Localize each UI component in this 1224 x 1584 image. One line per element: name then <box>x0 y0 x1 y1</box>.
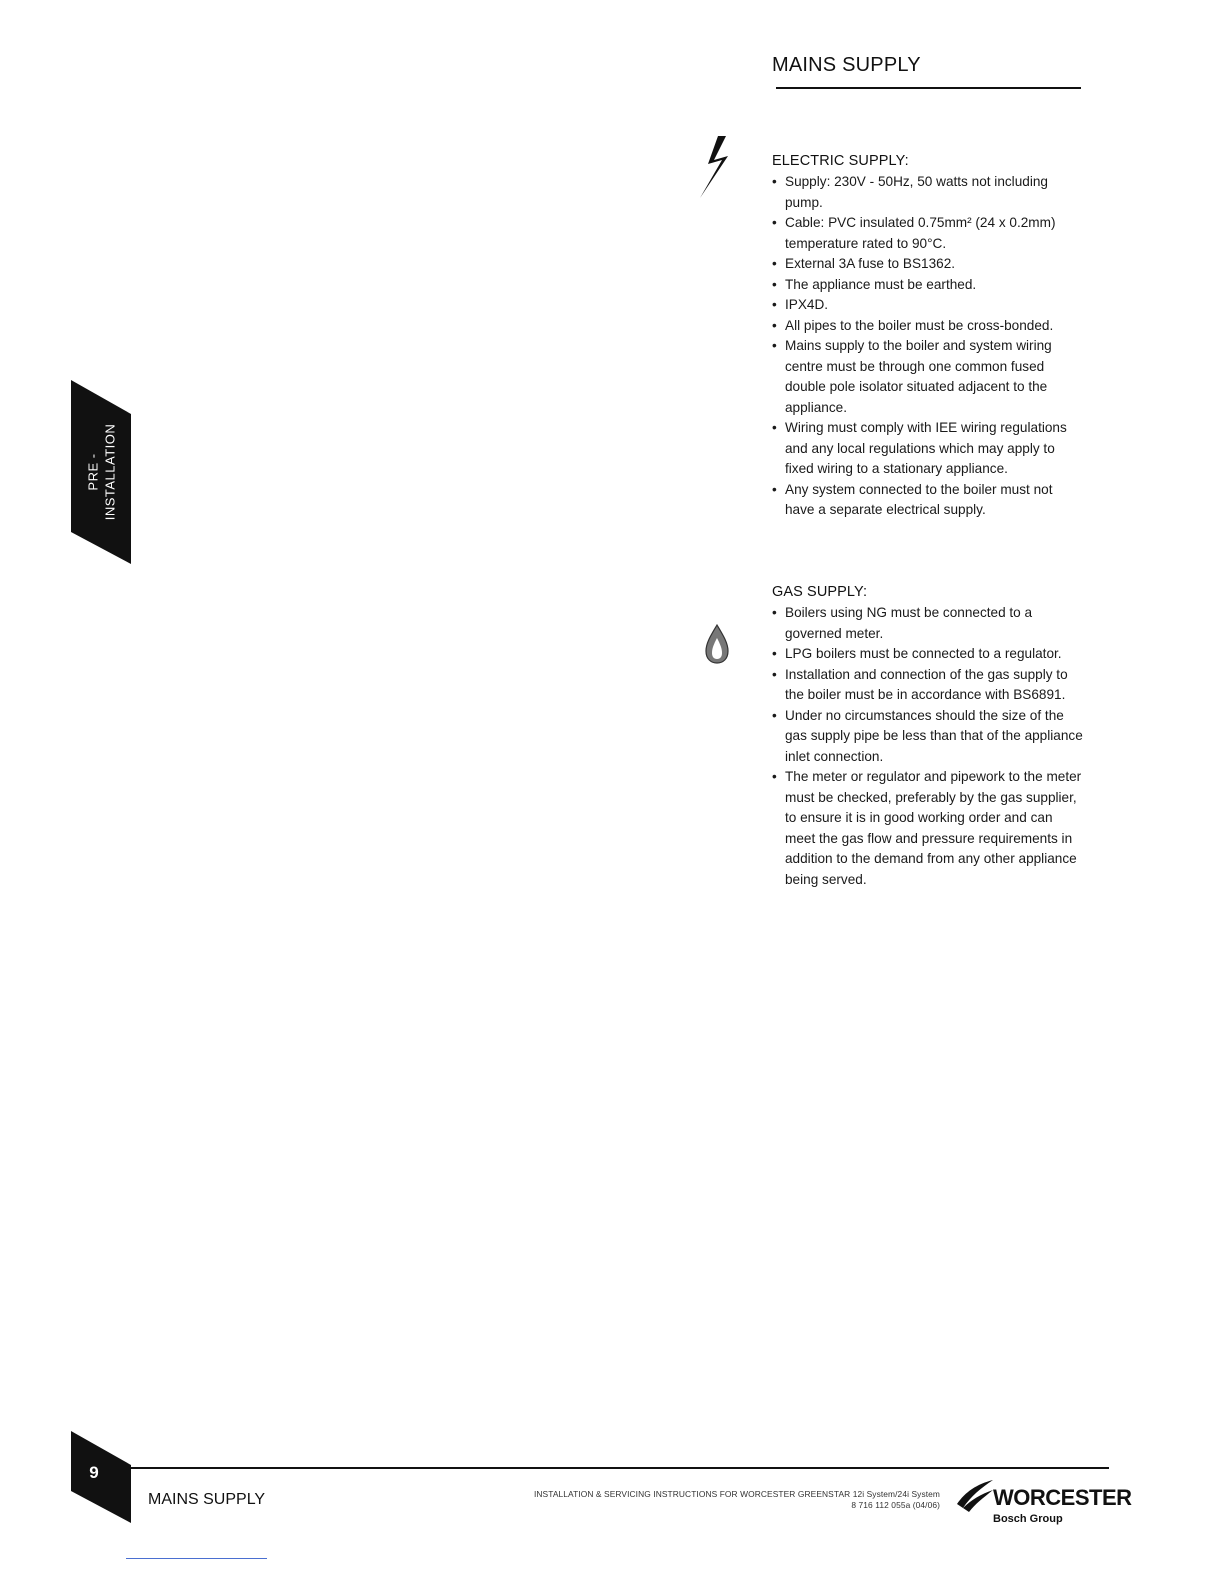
link-underline <box>126 1558 267 1559</box>
list-item: • Supply: 230V - 50Hz, 50 watts not including pump. <box>772 172 1084 213</box>
electric-supply-section <box>772 153 1084 521</box>
footer-doc-code: 8 716 112 055a (04/06) <box>851 1500 940 1510</box>
title-divider <box>776 87 1081 89</box>
brand-swoosh-icon <box>955 1478 995 1514</box>
section-side-tab <box>71 380 131 564</box>
footer-doc-title: INSTALLATION & SERVICING INSTRUCTIONS FOR WORCESTER GREENSTAR 12i System/24i System <box>533 1489 940 1499</box>
footer-divider <box>130 1467 1109 1469</box>
gas-flame-icon <box>701 622 733 671</box>
list-item: • Boilers using NG must be connected to a governed meter. <box>772 603 1084 644</box>
footer-section-title: MAINS SUPPLY <box>148 1491 266 1508</box>
list-item: • The appliance must be earthed. <box>772 275 1084 296</box>
lightning-bolt-icon <box>696 134 740 205</box>
gas-supply-heading: GAS SUPPLY: <box>772 584 868 600</box>
electric-supply-list <box>772 172 1084 521</box>
list-item: • LPG boilers must be connected to a regulator. <box>772 644 1084 665</box>
list-item: • Mains supply to the boiler and system wiring centre must be through one common fused double pole isolator situated adjacent to the appliance. <box>772 336 1084 418</box>
gas-supply-list <box>772 603 1084 890</box>
electric-supply-heading: ELECTRIC SUPPLY: <box>772 153 909 169</box>
list-item: • The meter or regulator and pipework to the meter must be checked, preferably by the gas supplier, to ensure it is in good working order and can meet the gas flow and pressure requirements in addition to the demand from any other appliance being served. <box>772 767 1084 890</box>
page-title: MAINS SUPPLY <box>772 54 921 76</box>
list-item: • Installation and connection of the gas supply to the boiler must be in accordance with BS6891. <box>772 665 1084 706</box>
side-tab-line1: PRE - <box>85 453 101 491</box>
list-item: • Under no circumstances should the size of the gas supply pipe be less than that of the appliance inlet connection. <box>772 706 1084 768</box>
list-item: • Wiring must comply with IEE wiring regulations and any local regulations which may apply to fixed wiring to a stationary appliance. <box>772 418 1084 480</box>
side-tab-label <box>84 424 118 521</box>
brand-subtitle: Bosch Group <box>993 1513 1063 1525</box>
list-item: • IPX4D. <box>772 295 1084 316</box>
gas-supply-section <box>772 584 1084 890</box>
list-item: • All pipes to the boiler must be cross-bonded. <box>772 316 1084 337</box>
list-item: • Cable: PVC insulated 0.75mm² (24 x 0.2mm) temperature rated to 90°C. <box>772 213 1084 254</box>
list-item: • External 3A fuse to BS1362. <box>772 254 1084 275</box>
brand-logo <box>955 1474 1132 1530</box>
side-tab-line2: INSTALLATION <box>102 423 118 521</box>
page-number: 9 <box>89 1463 99 1482</box>
list-item: • Any system connected to the boiler must not have a separate electrical supply. <box>772 480 1084 521</box>
brand-name: WORCESTER <box>993 1485 1132 1510</box>
footer-document-info <box>534 1489 940 1511</box>
